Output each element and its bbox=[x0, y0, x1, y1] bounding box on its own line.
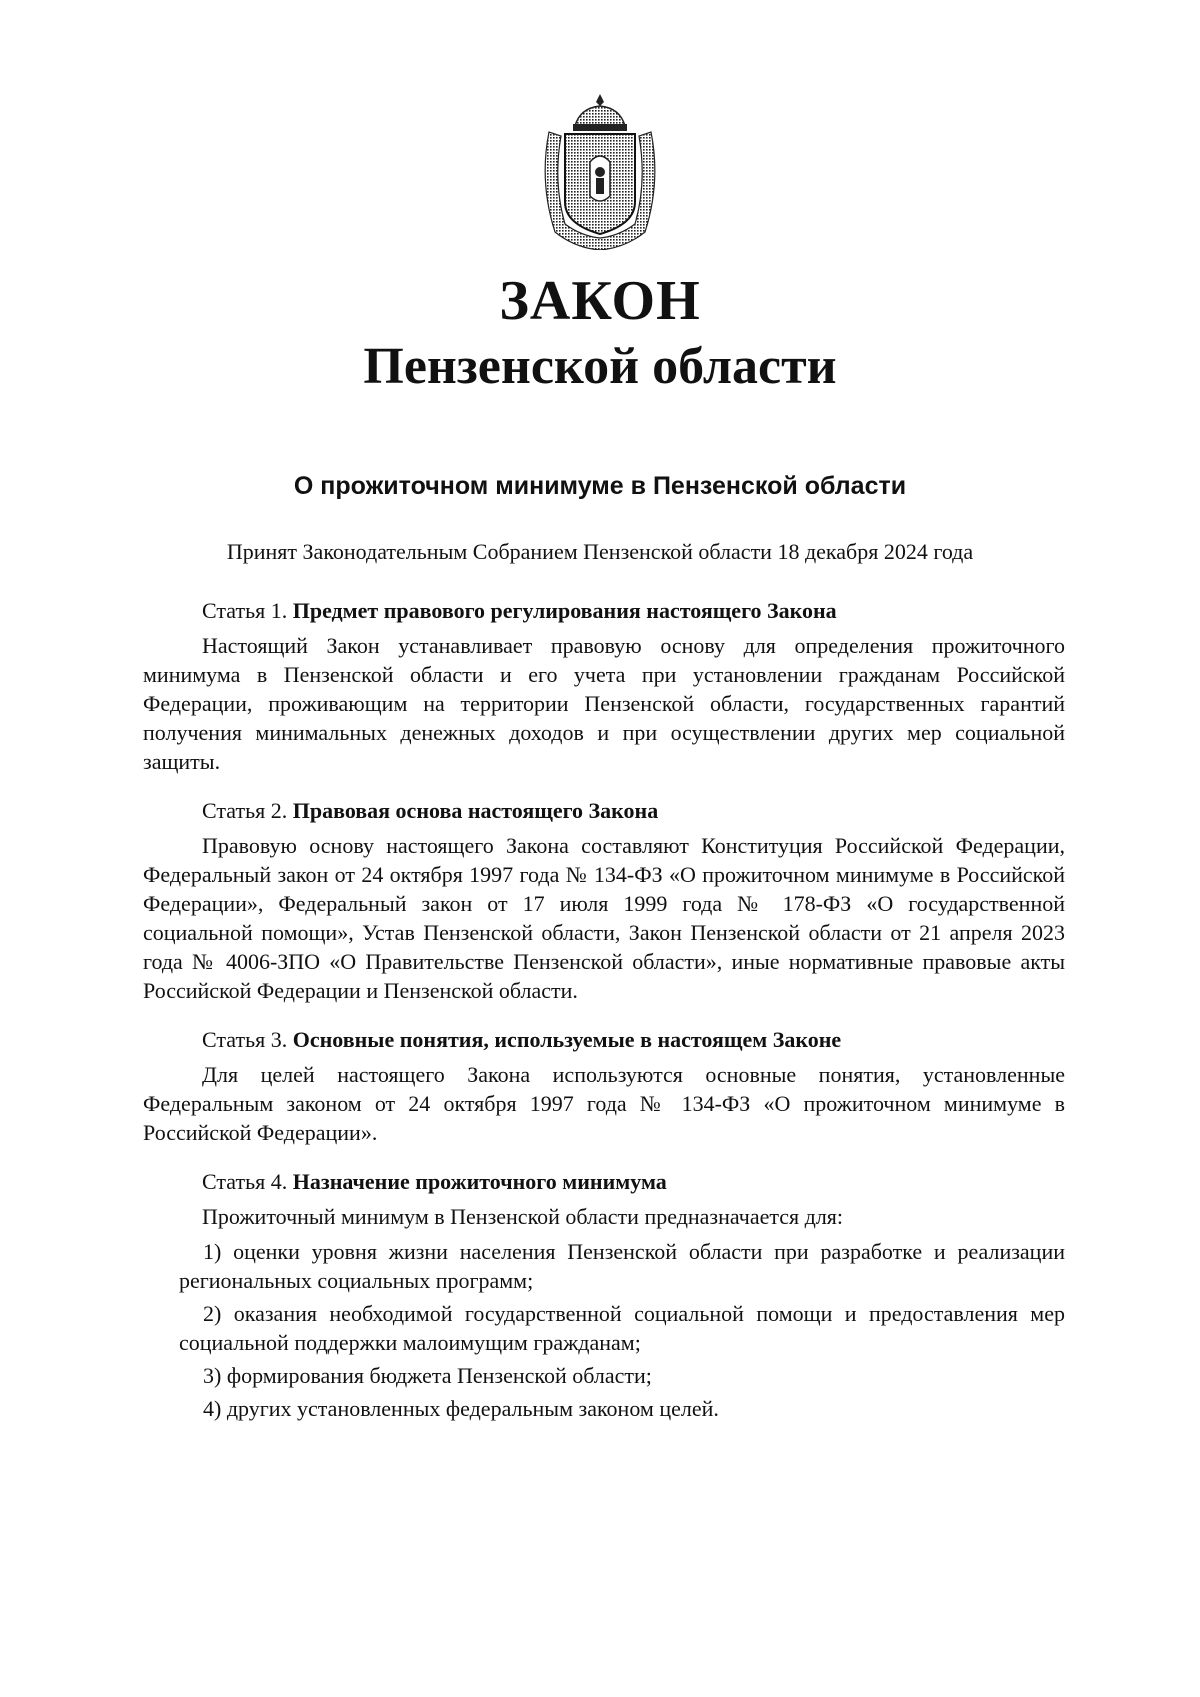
list-item: 4) других установленных федеральным законом целей. bbox=[203, 1396, 719, 1421]
article-intro: Прожиточный минимум в Пензенской области предназначается для: bbox=[202, 1204, 844, 1229]
article-heading bbox=[143, 1167, 1065, 1196]
article-number: Статья 2. bbox=[202, 798, 288, 823]
article-1 bbox=[143, 596, 1065, 776]
document-title: ЗАКОН bbox=[499, 270, 701, 332]
law-body bbox=[143, 596, 1065, 1443]
article-text: Настоящий Закон устанавливает правовую основу для определения прожиточного минимума в Пензенской области и его учета при установлении гражданам Российской Федерации, проживающим на территории Пензенской области, государственных гарантий получения минимальных денежных доходов и при осуществлении других мер социальной защиты. bbox=[143, 633, 1065, 774]
article-heading bbox=[143, 596, 1065, 625]
article-number: Статья 3. bbox=[202, 1027, 288, 1052]
article-2 bbox=[143, 796, 1065, 1005]
list-item: 3) формирования бюджета Пензенской области; bbox=[203, 1363, 652, 1388]
article-title: Предмет правового регулирования настоящего Закона bbox=[292, 598, 837, 623]
penza-region-coat-of-arms-icon bbox=[535, 92, 665, 250]
article-3 bbox=[143, 1025, 1065, 1147]
list-item: 1) оценки уровня жизни населения Пензенской области при разработке и реализации региональных социальных программ; bbox=[179, 1239, 1065, 1293]
law-name: О прожиточном минимуме в Пензенской области bbox=[293, 472, 907, 500]
article-heading bbox=[143, 796, 1065, 825]
document-subtitle: Пензенской области bbox=[363, 338, 837, 395]
article-number: Статья 4. bbox=[202, 1169, 288, 1194]
article-title: Основные понятия, используемые в настоящем Законе bbox=[292, 1027, 842, 1052]
adoption-note: Принят Законодательным Собранием Пензенской области 18 декабря 2024 года bbox=[226, 539, 974, 564]
article-heading bbox=[143, 1025, 1065, 1054]
article-text: Для целей настоящего Закона используются основные понятия, установленные Федеральным законом от 24 октября 1997 года № 134-ФЗ «О прожиточном минимуме в Российской Федерации». bbox=[143, 1062, 1065, 1145]
article-text: Правовую основу настоящего Закона составляют Конституция Российской Федерации, Федеральный закон от 24 октября 1997 года № 134-ФЗ «О прожиточном минимуме в Российской Федерации», Федеральный закон от 17 июля 1999 года № 178-ФЗ «О государственной социальной помощи», Устав Пензенской области, Закон Пензенской области от 21 апреля 2023 года № 4006-ЗПО «О Правительстве Пензенской области», иные нормативные правовые акты Российской Федерации и Пензенской области. bbox=[143, 833, 1065, 1003]
article-title: Правовая основа настоящего Закона bbox=[292, 798, 659, 823]
article-4 bbox=[143, 1167, 1065, 1423]
article-number: Статья 1. bbox=[202, 598, 288, 623]
list-item: 2) оказания необходимой государственной социальной помощи и предоставления мер социальной поддержки малоимущим гражданам; bbox=[179, 1301, 1065, 1355]
article-title: Назначение прожиточного минимума bbox=[292, 1169, 667, 1194]
